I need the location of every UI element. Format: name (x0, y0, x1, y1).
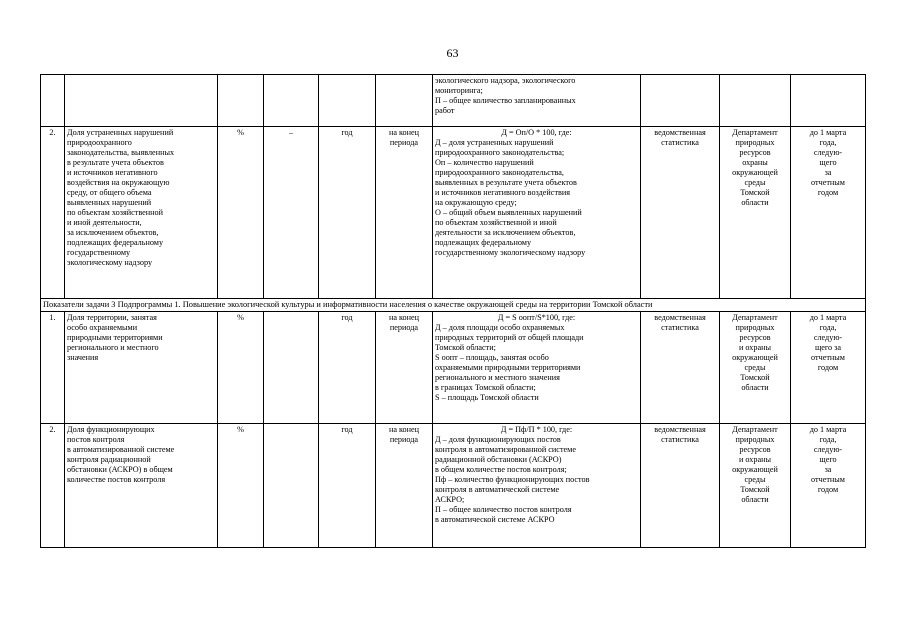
text-line: государственному (67, 248, 131, 257)
text-line: окружающей (732, 465, 778, 474)
cell-extra (264, 424, 319, 548)
cell-unit (218, 75, 264, 127)
cell-name (65, 424, 218, 548)
text-line: охраняемыми природными территориями (435, 363, 581, 372)
cell-moment (376, 312, 433, 424)
text-line: в границах Томской области; (435, 383, 536, 392)
cell-source (641, 127, 720, 299)
text-line: Доля функционирующих (67, 425, 155, 434)
text-line: регионального и местного значения (435, 373, 560, 382)
text-line: окружающей (732, 353, 778, 362)
cell-num: 1. (41, 312, 65, 424)
text-line: выявленных нарушений (67, 198, 152, 207)
cell-num (41, 75, 65, 127)
cell-formula (433, 127, 641, 299)
text-line: за исключением объектов, (67, 228, 159, 237)
text-line: до 1 марта (809, 425, 847, 434)
text-line: отчетным (811, 475, 845, 484)
text-line: Пф – количество функционирующих постов (435, 475, 590, 484)
text-line: по объектам хозяйственной и иной (435, 218, 557, 227)
text-line: следую- (813, 148, 843, 157)
text-line: окружающей (732, 168, 778, 177)
cell-extra: – (264, 127, 319, 299)
table-row-continuation (41, 75, 866, 127)
cell-name (65, 312, 218, 424)
cell-name (65, 75, 218, 127)
cell-responsible (720, 312, 791, 424)
text-line: по объектам хозяйственной (67, 208, 164, 217)
cell-moment (376, 424, 433, 548)
indicators-table (40, 74, 866, 548)
text-line: годом (817, 188, 839, 197)
text-line: О – общий объем выявленных нарушений (435, 208, 582, 217)
cell-formula (433, 312, 641, 424)
text-line: в результате учета объектов (67, 158, 164, 167)
text-line: годом (817, 363, 839, 372)
text-line: экологическому надзору (67, 258, 153, 267)
cell-num: 2. (41, 424, 65, 548)
cell-source (641, 312, 720, 424)
text-line: природных (735, 138, 775, 147)
text-line: Д – доля площади особо охраняемых (435, 323, 565, 332)
text-line: щего за (814, 343, 842, 352)
text-line: воздействия на окружающую (67, 178, 170, 187)
text-line: природных территорий от общей площади (435, 333, 584, 342)
text-line: области (741, 198, 769, 207)
text-line: в общем количестве постов контроля; (435, 465, 567, 474)
text-line: радиационной обстановки (АСКРО) (435, 455, 562, 464)
page-number: 63 (446, 46, 459, 60)
text-line: природоохранного законодательства; (435, 148, 565, 157)
text-line: статистика (661, 435, 699, 444)
text-line: и охраны (738, 343, 772, 352)
text-line: обстановки (АСКРО) в общем (67, 465, 173, 474)
table-row (41, 127, 866, 299)
text-line: постов контроля (67, 435, 125, 444)
text-line: среды (744, 475, 766, 484)
text-line: за (824, 168, 832, 177)
text-line: отчетным (811, 178, 845, 187)
text-line: Департамент (732, 313, 778, 322)
text-line: периода (389, 323, 419, 332)
text-line: статистика (661, 323, 699, 332)
text-line: области (741, 383, 769, 392)
cell-moment (376, 75, 433, 127)
cell-source (641, 75, 720, 127)
formula-title: Д = Пф/П * 100, где: (500, 425, 573, 434)
text-line: значения (67, 353, 99, 362)
text-line: за (824, 465, 832, 474)
text-line: природных (735, 435, 775, 444)
text-line: среду, от общего объема (67, 188, 152, 197)
text-line: подлежащих федеральному (67, 238, 164, 247)
text-line: до 1 марта (809, 313, 847, 322)
text-line: особо охраняемыми (67, 323, 138, 332)
cell-deadline (791, 424, 866, 548)
section-header: Показатели задачи 3 Подпрограммы 1. Повышение экологической культуры и информативности населения о качестве окружающей среды на территории Томской области (41, 299, 866, 312)
cell-num: 2. (41, 127, 65, 299)
text-line: Томской (740, 485, 770, 494)
text-line: следую- (813, 333, 843, 342)
text-line: контроля в автоматической системе (435, 485, 560, 494)
text-line: S – площадь Томской области (435, 393, 539, 402)
text-line: на окружающую среду; (435, 198, 517, 207)
cell-extra (264, 75, 319, 127)
cell-formula (433, 424, 641, 548)
cell-responsible (720, 424, 791, 548)
cell-unit: % (218, 127, 264, 299)
cell-responsible (720, 75, 791, 127)
text-line: мониторинга; (435, 86, 483, 95)
text-line: природных (735, 323, 775, 332)
text-line: ресурсов (739, 333, 771, 342)
text-line: П – общее количество запланированных (435, 96, 576, 105)
text-line: на конец (388, 313, 420, 322)
text-line: года, (819, 323, 837, 332)
text-line: S оопт – площадь, занятая особо (435, 353, 549, 362)
text-line: Оп – количество нарушений (435, 158, 534, 167)
text-line: работ (435, 106, 455, 115)
text-line: контроля в автоматизированной системе (435, 445, 576, 454)
text-line: и источников негативного воздействия (435, 188, 571, 197)
text-line: среды (744, 363, 766, 372)
text-line: Д – доля функционирующих постов (435, 435, 561, 444)
text-line: статистика (661, 138, 699, 147)
formula-title: Д = S оопт/S*100, где: (497, 313, 576, 322)
text-line: отчетным (811, 353, 845, 362)
cell-deadline (791, 75, 866, 127)
cell-unit: % (218, 424, 264, 548)
cell-period: год (319, 424, 376, 548)
table-row (41, 312, 866, 424)
text-line: ведомственная (654, 313, 706, 322)
cell-unit: % (218, 312, 264, 424)
text-line: ведомственная (654, 128, 706, 137)
text-line: в автоматической системе АСКРО (435, 515, 555, 524)
text-line: Доля территории, занятая (67, 313, 157, 322)
text-line: среды (744, 178, 766, 187)
text-line: регионального и местного (67, 343, 159, 352)
cell-deadline (791, 312, 866, 424)
table-body (41, 75, 866, 548)
text-line: до 1 марта (809, 128, 847, 137)
text-line: годом (817, 485, 839, 494)
cell-responsible (720, 127, 791, 299)
text-line: подлежащих федеральному (435, 238, 532, 247)
cell-deadline (791, 127, 866, 299)
text-line: и охраны (738, 455, 772, 464)
text-line: АСКРО; (435, 495, 465, 504)
text-line: на конец (388, 425, 420, 434)
text-line: количестве постов контроля (67, 475, 166, 484)
text-line: Департамент (732, 425, 778, 434)
text-line: ресурсов (739, 148, 771, 157)
text-line: контроля радиационной (67, 455, 151, 464)
text-line: и иной деятельности, (67, 218, 142, 227)
text-line: Д – доля устраненных нарушений (435, 138, 554, 147)
text-line: охраны (742, 158, 768, 167)
text-line: ресурсов (739, 445, 771, 454)
text-line: щего (819, 455, 837, 464)
text-line: области (741, 495, 769, 504)
cell-source (641, 424, 720, 548)
text-line: Томской области; (435, 343, 496, 352)
text-line: Департамент (732, 128, 778, 137)
text-line: года, (819, 138, 837, 147)
text-line: выявленных в результате учета объектов (435, 178, 577, 187)
cell-period: год (319, 127, 376, 299)
text-line: П – общее количество постов контроля (435, 505, 572, 514)
cell-extra (264, 312, 319, 424)
text-line: экологического надзора, экологического (435, 76, 576, 85)
text-line: природоохранного законодательства, (435, 168, 564, 177)
cell-formula (433, 75, 641, 127)
text-line: периода (389, 435, 419, 444)
text-line: на конец (388, 128, 420, 137)
text-line: года, (819, 435, 837, 444)
section-header-row (41, 299, 866, 312)
text-line: Доля устраненных нарушений (67, 128, 174, 137)
text-line: и источников негативного (67, 168, 158, 177)
text-line: ведомственная (654, 425, 706, 434)
cell-name (65, 127, 218, 299)
text-line: деятельности за исключением объектов, (435, 228, 576, 237)
cell-period (319, 75, 376, 127)
text-line: природными территориями (67, 333, 163, 342)
text-line: следую- (813, 445, 843, 454)
text-line: периода (389, 138, 419, 147)
text-line: государственному экологическому надзору (435, 248, 586, 257)
text-line: щего (819, 158, 837, 167)
text-line: Томской (740, 373, 770, 382)
text-line: природоохранного (67, 138, 132, 147)
text-line: законодательства, выявленных (67, 148, 175, 157)
text-line: Томской (740, 188, 770, 197)
cell-period: год (319, 312, 376, 424)
text-line: в автоматизированной системе (67, 445, 175, 454)
cell-moment (376, 127, 433, 299)
formula-title: Д = Оп/О * 100, где: (501, 128, 572, 137)
table-row (41, 424, 866, 548)
